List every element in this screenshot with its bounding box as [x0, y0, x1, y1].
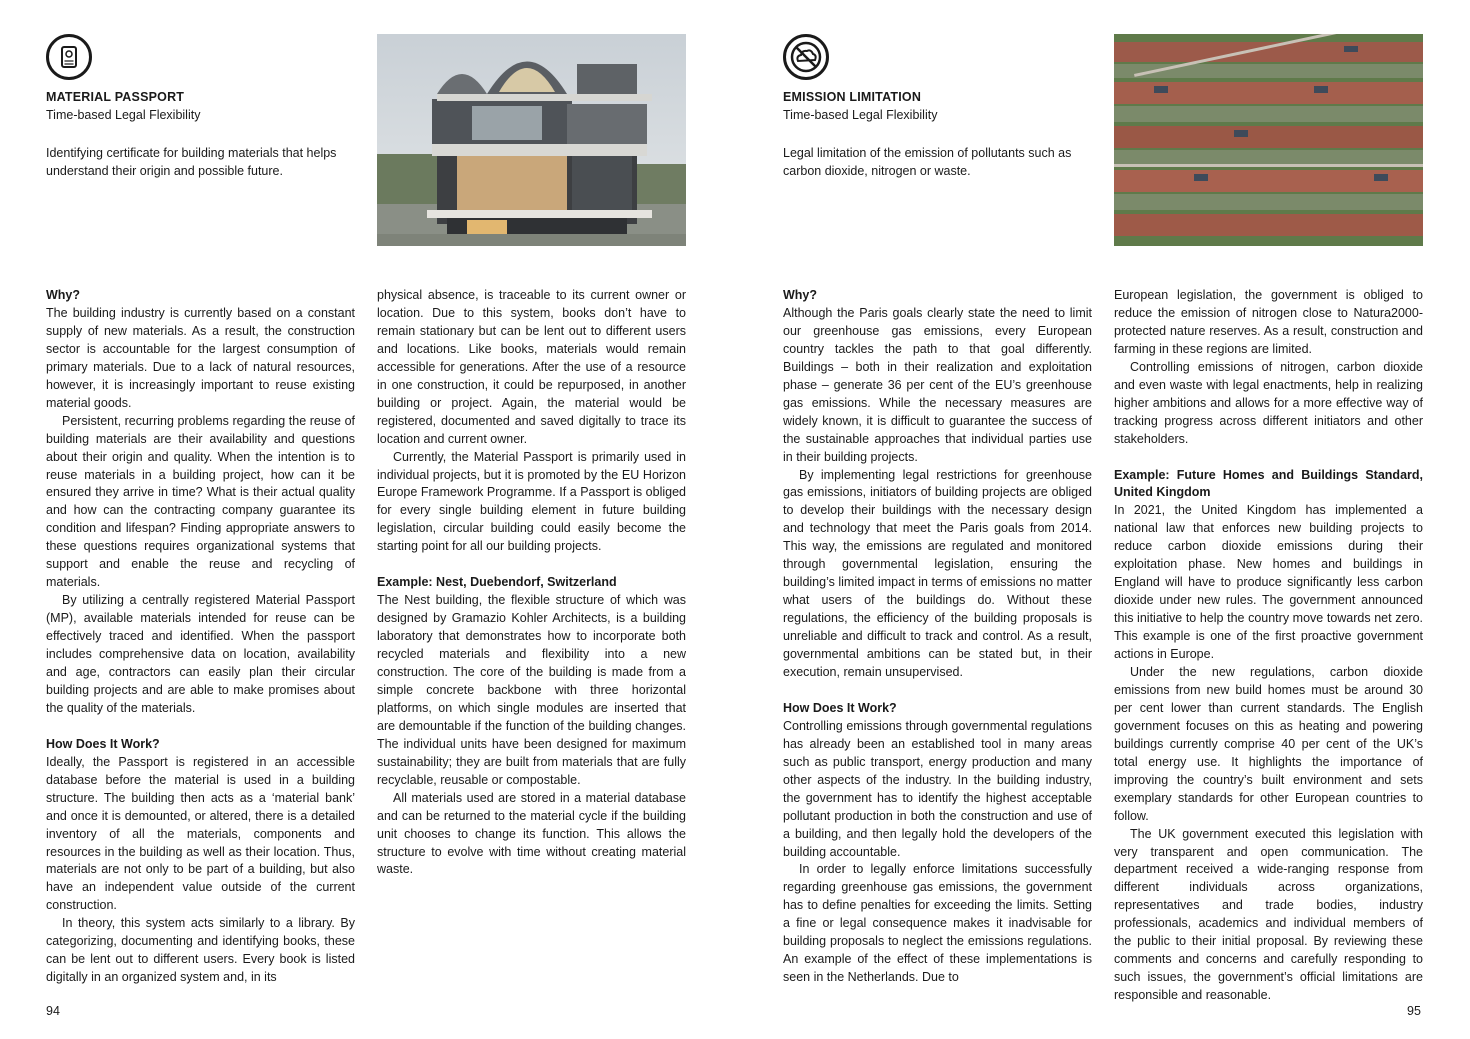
no-emission-cloud-icon: [783, 34, 829, 80]
paragraph: By utilizing a centrally registered Material Passport (MP), available materials intended for reuse can be effectively traced and identified. When the passport includes comprehensive data on location, availability and age, contractors can easily plan their circular building projects and are able to make promises about the quality of the materials.: [46, 593, 355, 715]
section-subtitle: Time-based Legal Flexibility: [46, 108, 201, 122]
paragraph: Persistent, recurring problems regarding the reuse of building materials are their availability and questions about their origin and quality. When the intention is to reuse materials in a building project, how can it be ensured they arrive in time? What is their actual quality and how can the contracting company guarantee its condition and lifespan? Finding appropriate answers to these questions requires organizational systems that support and enable the reuse and recycling of materials.: [46, 413, 355, 590]
section-intro: Legal limitation of the emission of pollutants such as carbon dioxide, nitrogen or waste.: [783, 146, 1072, 178]
paragraph: The UK government executed this legislation with very transparent and open communication. The department received a wide-ranging response from different individuals across organizations, representatives and trade bodies, industry professionals, academics and individual members of the public to their initial proposal. By reviewing these comments and concerns and carefully responding to such issues, the government’s official limitations are responsible and reasonable.: [1114, 826, 1423, 1003]
nest-building-photo: [377, 34, 686, 246]
paragraph: physical absence, is traceable to its current owner or location. Due to this system, books don’t have to remain stationary but can be lent out to different users and locations. Like books, materials would remain accessible for generations. After the use of a resource in one construction, it could be repurposed, in another building or project. Again, the material would be registered, documented and saved digitally to trace its location and current owner.: [377, 288, 686, 446]
paragraph: Controlling emissions through governmental regulations has already been an established tool in many areas such as public transport, energy production and many other aspects of the industry. In the building industry, the government has to identify the highest acceptable pollutant production in both the construction and use of a building, and then legally hold the developers of the building accountable.: [783, 718, 1092, 859]
right-page: [735, 0, 1470, 1039]
heading-why: Why?: [783, 288, 818, 302]
paragraph: Ideally, the Passport is registered in an accessible database before the material is used in a building structure. The building then acts as a ‘material bank’ and once it is demounted, or altered, there is a detailed inventory of all the materials, components and resources in the building as well as their location. Thus, materials are not only to be part of a building, but also have an independent value outside of the current construction.: [46, 754, 355, 913]
paragraph: In 2021, the United Kingdom has implemented a national law that enforces new building projects to reduce carbon dioxide emissions during their exploitation phase. New homes and buildings in England will have to produce significantly less carbon dioxide under new rules. The government announced this initiative to help the country move towards net zero. This example is one of the first proactive government actions in Europe.: [1114, 503, 1423, 662]
heading-example: Example: Future Homes and Buildings Standard, United Kingdom: [1114, 467, 1423, 500]
section-intro: Identifying certificate for building materials that helps understand their origin and possible future.: [46, 146, 337, 178]
text-column-4: [1114, 287, 1423, 1005]
paragraph: Controlling emissions of nitrogen, carbon dioxide and even waste with legal enactments, help in realizing higher ambitions and allows for a more effective way of tracking progress across different initiators and other stakeholders.: [1114, 359, 1423, 446]
page-number: 95: [1407, 1004, 1421, 1018]
section-title: EMISSION LIMITATION: [783, 90, 922, 104]
paragraph: All materials used are stored in a material database and can be returned to the material cycle if the building unit chooses to change its function. This allows the structure to evolve with time without creating material waste.: [377, 790, 686, 877]
paragraph: In theory, this system acts similarly to a library. By categorizing, documenting and identifying books, these can be lent out to different users. Every book is listed digitally in an organized system and, in its: [46, 916, 355, 985]
section-subtitle: Time-based Legal Flexibility: [783, 108, 938, 122]
page-number: 94: [46, 1004, 60, 1018]
text-column-1: [46, 287, 355, 987]
paragraph: European legislation, the government is obliged to reduce the emission of nitrogen close to Natura2000-protected nature reserves. As a result, construction and farming in these regions are limited.: [1114, 288, 1423, 356]
material-passport-icon: [46, 34, 92, 80]
paragraph: In order to legally enforce limitations successfully regarding greenhouse gas emissions, the government has to define penalties for exceeding the limits. Setting a fine or legal consequence makes it inadvisable for building proposals to neglect the emissions regulations. An example of the effect of these implementations is seen in the Netherlands. Due to: [783, 862, 1092, 985]
paragraph: Currently, the Material Passport is primarily used in individual projects, but it is promoted by the EU Horizon Europe Framework Programme. If a Passport is obliged for every single building element in future building legislation, circular building could easily become the starting point for all our building projects.: [377, 449, 686, 554]
paragraph: The building industry is currently based on a constant supply of new materials. As a result, the construction sector is accountable for the largest consumption of primary materials. Due to a lack of natural resources, however, it is increasingly important to reuse existing material goods.: [46, 305, 355, 410]
text-column-2: [377, 287, 686, 879]
paragraph: By implementing legal restrictions for greenhouse gas emissions, initiators of building projects are obliged to develop their buildings with the necessary design and technology that meet the Paris goals from 2014. This way, the emissions are regulated and monitored through governmental legislation, ensuring the building’s limited impact in terms of emissions no matter what users of the buildings do. Without these regulations, the efficiency of the building proposals is unreliable and difficult to track and control. As a result, governmental ambitions can be stated but, in their execution, remain unsupervised.: [783, 467, 1092, 680]
text-column-3: [783, 287, 1092, 987]
heading-how: How Does It Work?: [46, 736, 160, 751]
paragraph: The Nest building, the flexible structure of which was designed by Gramazio Kohler Architects, is a building laboratory that demonstrates how to incorporate both recycled materials and flexibility into a new construction. The core of the building is made from a simple concrete backbone with three horizontal platforms, on which single modules are inserted that are demountable if the function of the building changes. The individual units have been designed for maximum sustainability; they are built from materials that are fully recyclable, reusable or compostable.: [377, 593, 686, 787]
heading-how: How Does It Work?: [783, 700, 897, 715]
aerial-housing-photo: [1114, 34, 1423, 246]
paragraph: Although the Paris goals clearly state the need to limit our greenhouse gas emissions, every European country tackles the path to that goal differently. Buildings – both in their realization and exploitation phase – generate 36 per cent of the EU’s greenhouse gas emissions. While the necessary measures are widely known, it is difficult to guarantee the success of the sustainable approaches that individual parties use in their building projects.: [783, 305, 1092, 464]
heading-example: Example: Nest, Duebendorf, Switzerland: [377, 575, 617, 590]
paragraph: Under the new regulations, carbon dioxide emissions from new build homes must be around 30 per cent lower than current standards. The English government focuses on this as heating and powering buildings currently comprise 40 per cent of the UK’s total energy use. It highlights the importance of improving the country’s built environment and sets exemplary standards for other European countries to follow.: [1114, 665, 1423, 823]
section-title: MATERIAL PASSPORT: [46, 90, 185, 104]
heading-why: Why?: [46, 288, 81, 302]
